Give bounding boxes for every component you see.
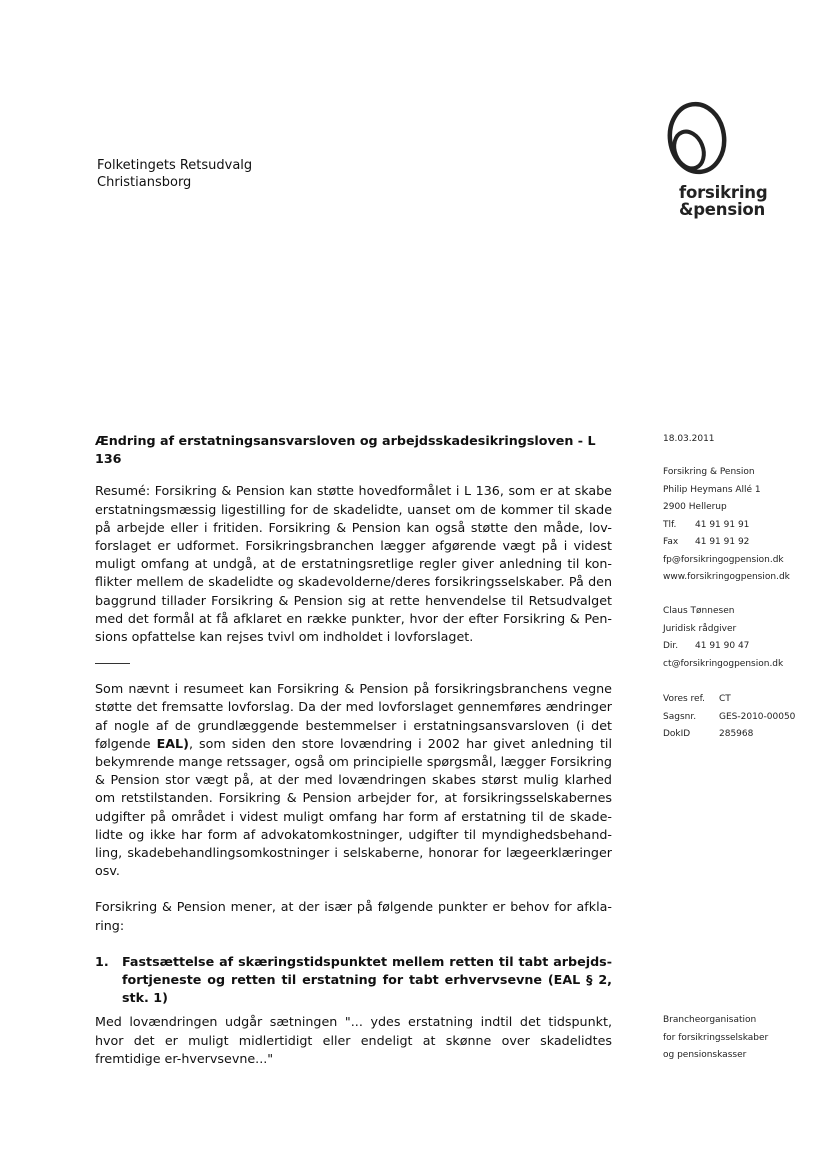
ref-row xyxy=(663,691,795,709)
contact-email: ct@forsikringogpension.dk xyxy=(663,658,784,669)
phone-label: Tlf. xyxy=(663,519,677,530)
organisation-footer xyxy=(663,1012,768,1065)
contact-role: Juridisk rådgiver xyxy=(663,623,737,634)
recipient-line-2: Christiansborg xyxy=(97,175,192,190)
org-website: www.forsikringogpension.dk xyxy=(663,572,790,582)
forsikring-pension-logo xyxy=(650,98,770,228)
org-email: fp@forsikringogpension.dk xyxy=(663,554,784,565)
org-name: Forsikring & Pension xyxy=(663,467,755,477)
ref-value: CT xyxy=(719,694,731,704)
case-number-label: Sagsnr. xyxy=(663,711,697,722)
logo-swirl-icon xyxy=(662,98,728,186)
doc-id-label: DokID xyxy=(663,729,691,739)
intro-bold-abbrev: EAL) xyxy=(156,735,189,751)
fax-label: Fax xyxy=(663,537,679,547)
section-1-number: 1. xyxy=(95,953,109,969)
direct-label: Dir. xyxy=(663,641,679,651)
footer-line-1: Brancheorganisation xyxy=(663,1015,757,1025)
letter-body xyxy=(95,432,612,1068)
ref-label: Vores ref. xyxy=(663,694,705,704)
logo-word-forsikring: forsikring xyxy=(679,183,768,202)
intro-text-part-2: , som siden den store lovændring i 2002 har givet anledning til bekymrende mange retssager, også om principielle spørgsmål, lægger Forsikring & Pension stor vægt på, at der med lovændringen skabes størst mulig klarhed om retstilstanden. Forsikring & Pension arbejder for, at forsikringsselskabernes udgifter på området i videst muligt omfang har form af erstatning til de skade-lidte og ikke har form af advokatomkostninger, udgifter til myndighedsbehand-ling, skadebehandlingsomkostninger i selskaberne, honorar for lægeerklæringer osv. xyxy=(95,735,612,879)
phone-value: 41 91 91 91 xyxy=(695,519,750,530)
letter-title: Ændring af erstatningsansvarsloven og arbejdsskadesikringsloven - L 136 xyxy=(95,433,596,467)
sender-organisation xyxy=(663,464,790,587)
direct-value: 41 91 90 47 xyxy=(695,641,750,651)
contact-person xyxy=(663,603,783,673)
section-1-body: Med lovændringen udgår sætningen "... ydes erstatning indtil det tidspunkt, hvor det er muligt midlertidigt eller endeligt at skønne over skadelidtes fremtidige er-hvervsevne..." xyxy=(95,1014,612,1066)
org-city: 2900 Hellerup xyxy=(663,502,727,512)
org-fax-row xyxy=(663,534,790,552)
org-street: Philip Heymans Allé 1 xyxy=(663,484,761,495)
fax-value: 41 91 91 92 xyxy=(695,537,750,547)
recipient-address xyxy=(97,157,252,191)
intro-text-part-1: Som nævnt i resumeet kan Forsikring & Pension på forsikringsbranchens vegne støtte det fremsatte lovforslag. Da der med lovforslaget gennemføres ændringer af nogle af de grundlæggende bestemmelser i erstatningsansvarsloven (i det følgende xyxy=(95,681,612,751)
recipient-line-1: Folketingets Retsudvalg xyxy=(97,158,253,173)
doc-id-row xyxy=(663,726,795,744)
intro-paragraph xyxy=(95,680,612,880)
case-number-value: GES-2010-00050 xyxy=(719,711,796,722)
lead-paragraph: Forsikring & Pension mener, at der især på følgende punkter er behov for afkla-ring: xyxy=(95,899,612,933)
resume-paragraph: Resumé: Forsikring & Pension kan støtte hovedformålet i L 136, som er at skabe erstatningsmæssig ligestilling for de skadelidte, uanset om de kommer til skade på arbejde eller i fritiden. Forsikring & Pension kan også støtte den måde, lov-forslaget er udformet. Forsikringsbranchen lægger afgørende vægt på i videst muligt omfang at undgå, at de erstatningsretlige regler giver anledning til kon-flikter mellem de skadelidte og skadevolderne/deres forsikringsselskaber. På den baggrund tillader Forsikring & Pension sig at rette henvendelse til Retsudvalget med det formål at få afklaret en række punkter, hvor der efter Forsikring & Pen-sions opfattelse kan rejses tvivl om indholdet i lovforslaget. xyxy=(95,483,612,645)
logo-word-pension: &pension xyxy=(679,200,766,219)
doc-id-value: 285968 xyxy=(719,729,754,739)
section-1-title: Fastsættelse af skæringstidspunktet mellem retten til tabt arbejds-fortjeneste og retten til erstatning for tabt erhvervsevne (EAL § 2, stk. 1) xyxy=(122,953,612,1006)
footer-line-2: for forsikringsselskaber xyxy=(663,1032,769,1043)
footer-line-3: og pensionskasser xyxy=(663,1050,747,1060)
section-divider xyxy=(95,663,130,664)
org-phone-row xyxy=(663,517,790,535)
reference-block xyxy=(663,691,795,744)
case-number-row xyxy=(663,709,795,727)
section-1-heading xyxy=(95,953,612,1008)
contact-direct-row xyxy=(663,638,783,656)
letter-date: 18.03.2011 xyxy=(663,434,715,444)
contact-name: Claus Tønnesen xyxy=(663,606,735,616)
